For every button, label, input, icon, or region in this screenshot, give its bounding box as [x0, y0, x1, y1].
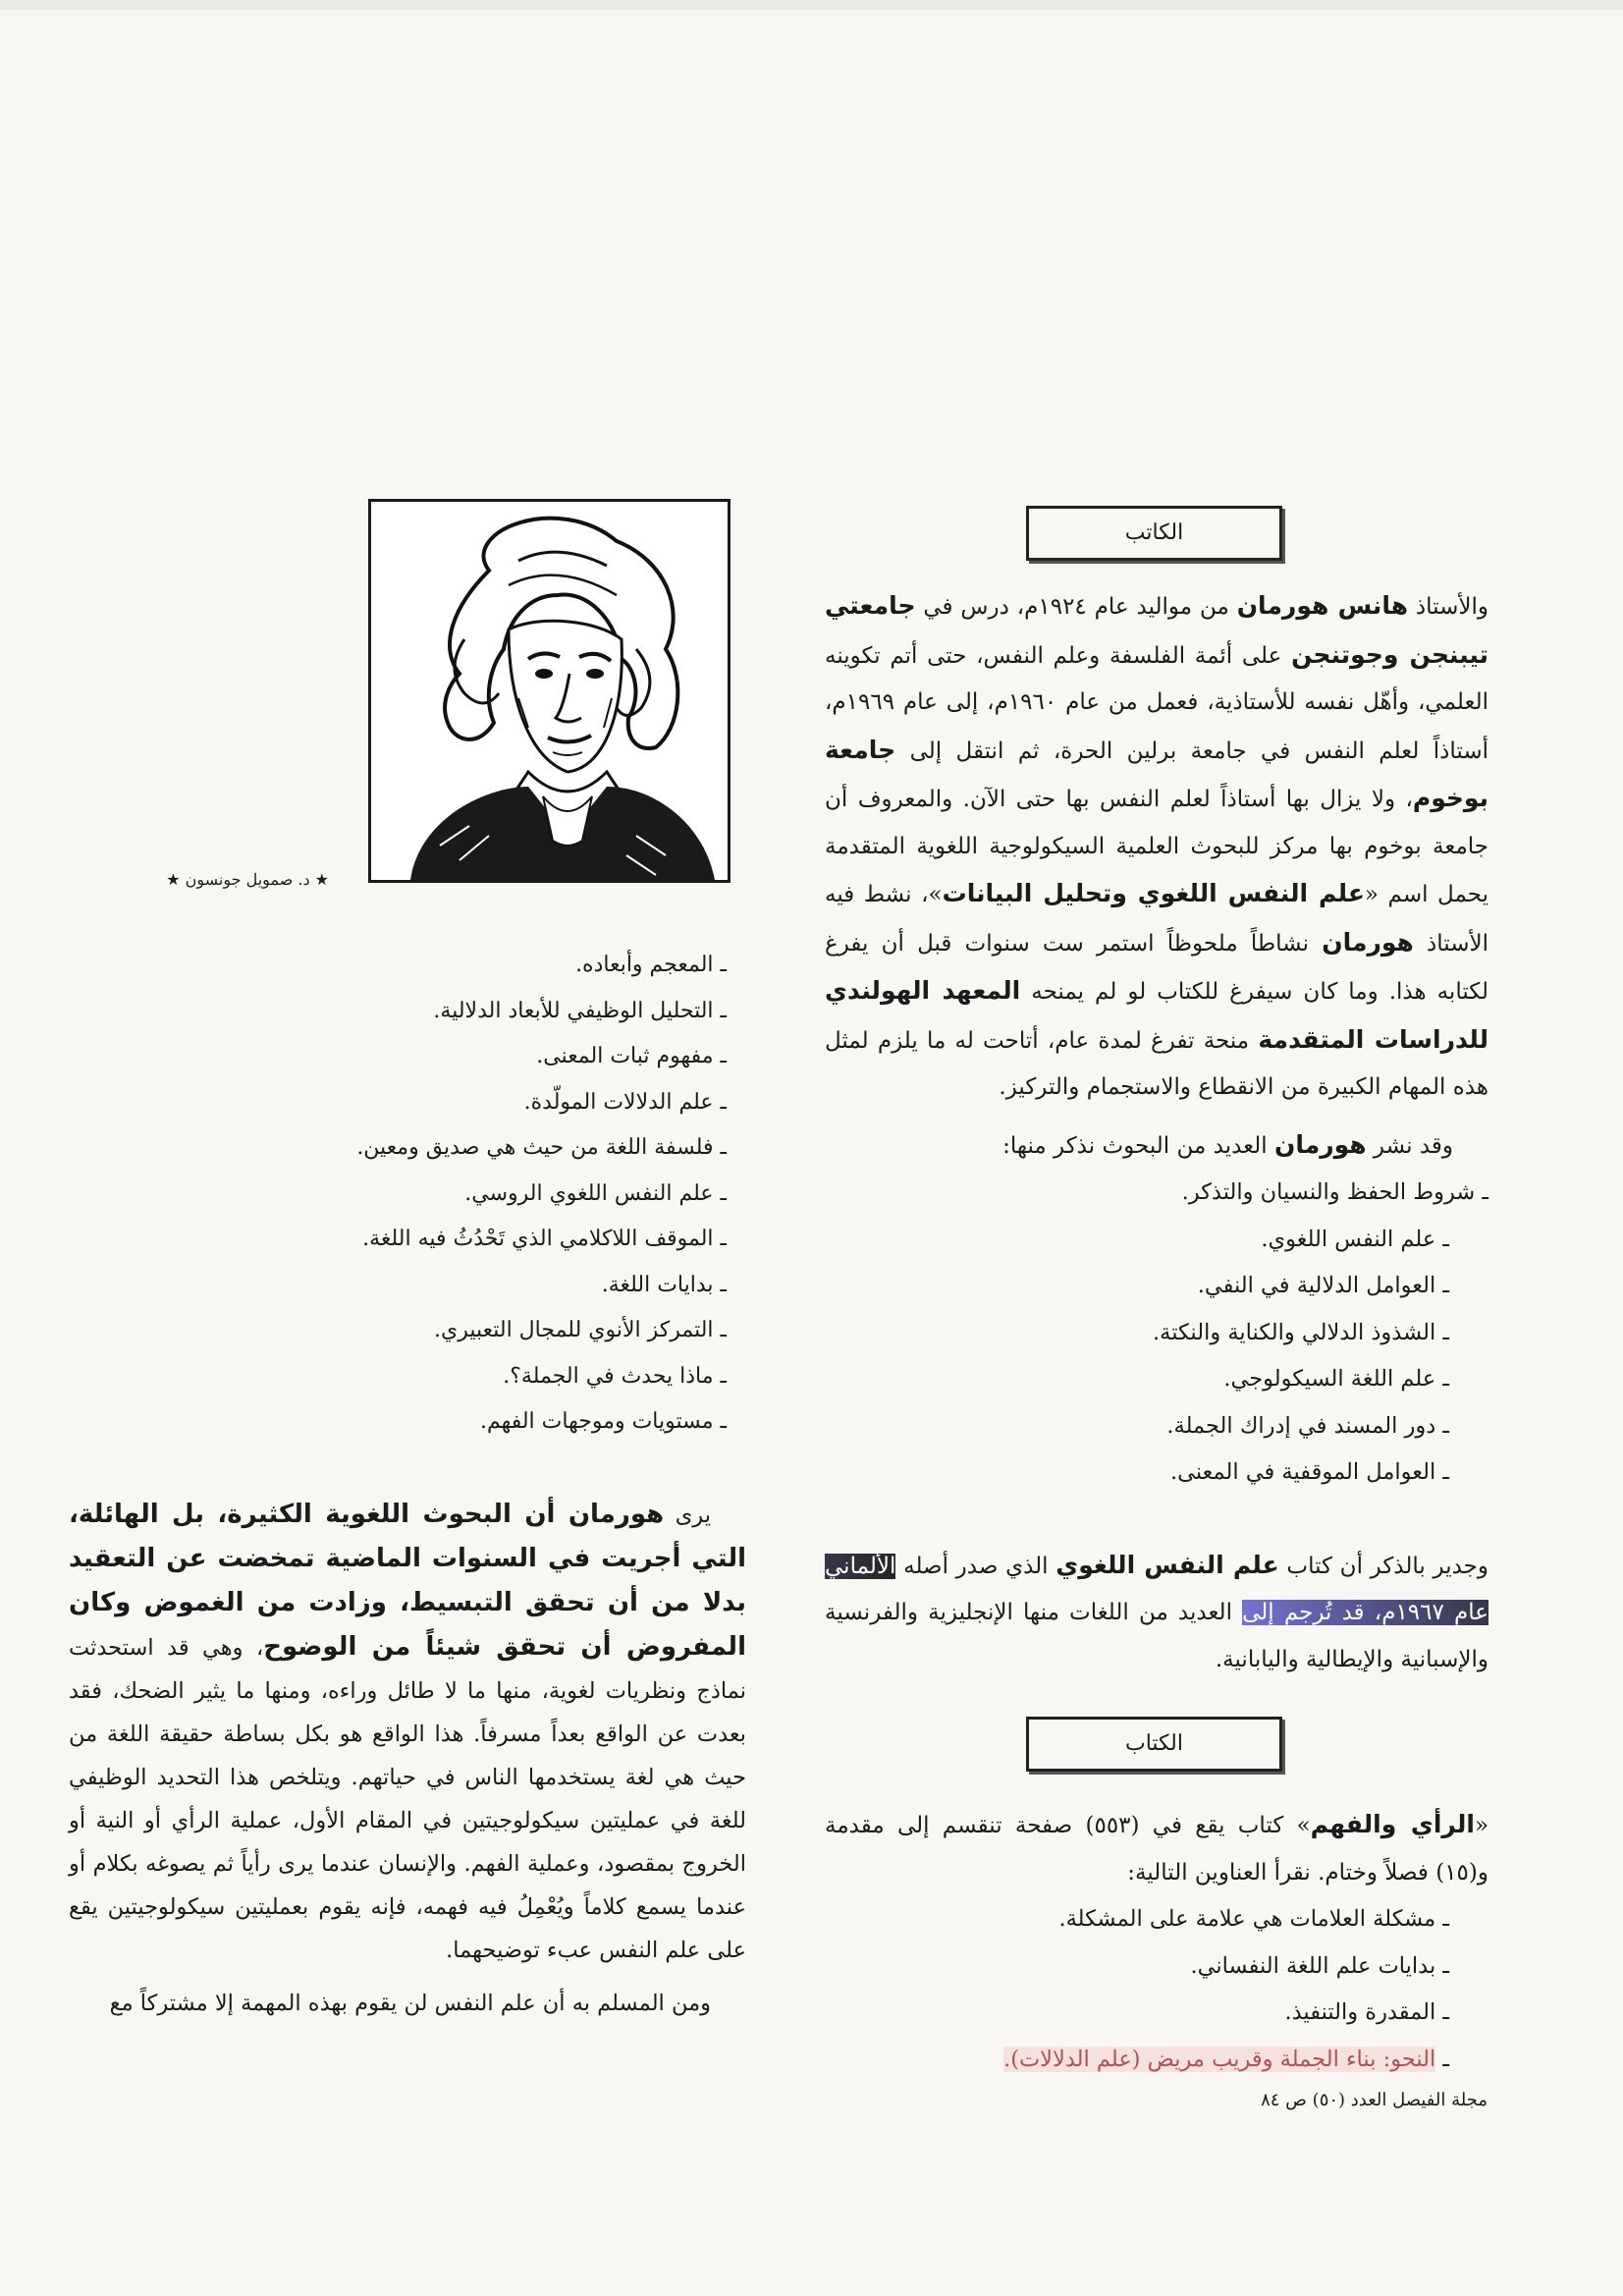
- text-run: منحة تفرغ لمدة عام، أتاحت له ما يلزم لمثل هذه المهام الكبيرة من الانقطاع والاستجمام والتركيز.: [825, 1027, 1488, 1100]
- left-chapters-list: [79, 943, 727, 1446]
- text-run: وجدير بالذكر أن كتاب: [1278, 1553, 1488, 1579]
- list-item: [825, 2037, 1488, 2084]
- bold-text: علم النفس اللغوي: [1055, 1550, 1279, 1579]
- list-item: ـ الموقف اللاكلامي الذي تَحْدُثُ فيه اللغة.: [79, 1217, 727, 1263]
- bold-text: جامعتي تيبنجن وجوتنجن: [825, 591, 1488, 669]
- list-item: ـ بدايات علم اللغة النفساني.: [825, 1943, 1488, 1991]
- bold-text: هانس هورمان: [1236, 591, 1409, 620]
- book-paragraph: [825, 1801, 1488, 1896]
- list-item: ـ الشذوذ الدلالي والكناية والنكتة.: [825, 1310, 1488, 1357]
- page-footer: مجلة الفيصل العدد (٥٠) ص ٨٤: [1261, 2090, 1488, 2110]
- list-item: ـ المقدرة والتنفيذ.: [825, 1990, 1488, 2037]
- text-run: ، وهي قد استحدثت نماذج ونظريات لغوية، منها ما لا طائل وراءه، ومنها ما يثير الضحك، فقد بعدت عن الواقع بعداً مسرفاً. هذا الواقع هو بكل بساطة حقيقة اللغة من حيث هي لغة يستخدمها الناس في حياتهم. ويتلخص هذا التحديد الوظيفي للغة في عمليتين سيكولوجيتين في المقام الأول، عملية الرأي أو النية أو الخروج بمقصود، وعملية الفهم. والإنسان عندما يرى رأياً ثم يصوغه بكلام أو عندما يسمع كلاماً ويُعْمِلُ فيه فهمه، فإنه يقوم بعمليتين سيكولوجيتين يقع على علم النفس عبء توضيحهما.: [69, 1635, 746, 1963]
- text-run: يرى: [664, 1503, 711, 1528]
- list-item: ـ علم الدلالات المولّدة.: [79, 1080, 727, 1126]
- text-run: ، ولا يزال بها أستاذاً لعلم النفس بها حتى الآن. والمعروف أن جامعة بوخوم بها مركز للبحوث العلمية السيكولوجية اللغوية المتقدمة يحمل اسم «: [825, 787, 1488, 907]
- bold-text: هورمان أن البحوث اللغوية الكثيرة، بل الهائلة، التي أجريت في السنوات الماضية تمخضت عن التعقيد بدلا من أن تحقق التبسيط، وزادت من الغموض وكان المفروض أن تحقق شيئاً من الوضوح: [69, 1500, 746, 1662]
- list-item: ـ التمركز الأنوي للمجال التعبيري.: [79, 1308, 727, 1354]
- list-item: ـ علم النفس اللغوي الروسي.: [79, 1172, 727, 1218]
- text-run: »، نشط فيه الأستاذ: [825, 882, 1488, 957]
- faded-text: النحو: بناء الجملة وقريب مريض (علم الدلالات).: [1003, 2046, 1436, 2072]
- list-item: ـ علم اللغة السيكولوجي.: [825, 1356, 1488, 1403]
- text-run: نشاطاً ملحوظاً استمر ست سنوات قبل أن يفرغ لكتابه هذا. وما كان سيفرغ للكتاب لو لم يمنحه: [825, 930, 1488, 1005]
- list-item: ـ شروط الحفظ والنسيان والتذكر.: [825, 1170, 1488, 1217]
- writer-heading: الكاتب: [1026, 506, 1282, 561]
- text-run: وقد نشر: [1366, 1132, 1453, 1159]
- left-paragraph: [69, 1493, 746, 1972]
- bold-text: هورمان: [1273, 1129, 1367, 1159]
- text-run: على أئمة الفلسفة وعلم النفس، حتى أتم تكوينه العلمي، وأهّل نفسه للأستاذية، فعمل من عام ١٩٦٠م، إلى عام ١٩٦٩م، أستاذاً لعلم النفس في جامعة برلين الحرة، ثم انتقل إلى: [825, 642, 1489, 764]
- list-item: ـ دور المسند في إدراك الجملة.: [825, 1403, 1488, 1450]
- bold-text: هورمان: [1322, 927, 1414, 957]
- list-item: ـ المعجم وأبعاده.: [79, 943, 727, 989]
- book-chapters-list: [825, 1896, 1488, 2037]
- bold-text: علم النفس اللغوي وتحليل البيانات: [942, 879, 1365, 907]
- list-item: ـ مستويات وموجهات الفهم.: [79, 1399, 727, 1446]
- portrait-caption: ★ د. صمويل جونسون ★: [166, 870, 329, 889]
- portrait-image: [368, 499, 730, 883]
- list-item: ـ العوامل الموقفية في المعنى.: [825, 1449, 1488, 1497]
- list-item: ـ فلسفة اللغة من حيث هي صديق ومعين.: [79, 1125, 727, 1172]
- text-run: العديد من اللغات منها الإنجليزية والفرنسية والإسبانية والإيطالية واليابانية.: [825, 1600, 1488, 1672]
- list-item: ـ مفهوم ثبات المعنى.: [79, 1034, 727, 1080]
- text-run: العديد من البحوث نذكر منها:: [1002, 1132, 1274, 1159]
- list-item: ـ ماذا يحدث في الجملة؟.: [79, 1354, 727, 1400]
- text-run: والأستاذ: [1408, 594, 1488, 620]
- left-text-block: [69, 1493, 746, 2025]
- list-item: ـ بدايات اللغة.: [79, 1263, 727, 1309]
- works-list: [825, 1170, 1488, 1497]
- works-intro: [825, 1121, 1488, 1171]
- writer-paragraph: [825, 582, 1488, 1112]
- book-heading: الكتاب: [1026, 1717, 1282, 1772]
- book-last-chapter: [825, 2037, 1488, 2084]
- bold-text: المعهد الهولندي للدراسات المتقدمة: [825, 976, 1488, 1054]
- publication-paragraph: [825, 1542, 1488, 1684]
- portrait-drawing: [371, 502, 728, 880]
- right-column: [825, 506, 1488, 2083]
- list-item: ـ التحليل الوظيفي للأبعاد الدلالية.: [79, 989, 727, 1035]
- highlighted-text: الألماني عام ١٩٦٧م، قد تُرجم إلى: [825, 1553, 1488, 1625]
- text-run: الذي صدر أصله: [895, 1553, 1056, 1579]
- list-item: ـ علم النفس اللغوي.: [825, 1217, 1488, 1264]
- list-item: ـ العوامل الدلالية في النفي.: [825, 1263, 1488, 1310]
- bold-text: جامعة بوخوم: [825, 735, 1488, 812]
- text-run: من مواليد عام ١٩٢٤م، درس في: [915, 594, 1237, 620]
- text-run: «: [1474, 1813, 1489, 1838]
- list-item: ـ مشكلة العلامات هي علامة على المشكلة.: [825, 1896, 1488, 1943]
- scan-edge: [0, 0, 1623, 10]
- bold-text: الرأي والفهم: [1310, 1810, 1475, 1838]
- left-tail-paragraph: ومن المسلم به أن علم النفس لن يقوم بهذه المهمة إلا مشتركاً مع: [109, 1991, 711, 2016]
- text-run: » كتاب يقع في (٥٥٣) صفحة تنقسم إلى مقدمة و(١٥) فصلاً وختام. نقرأ العناوين التالية:: [825, 1813, 1488, 1886]
